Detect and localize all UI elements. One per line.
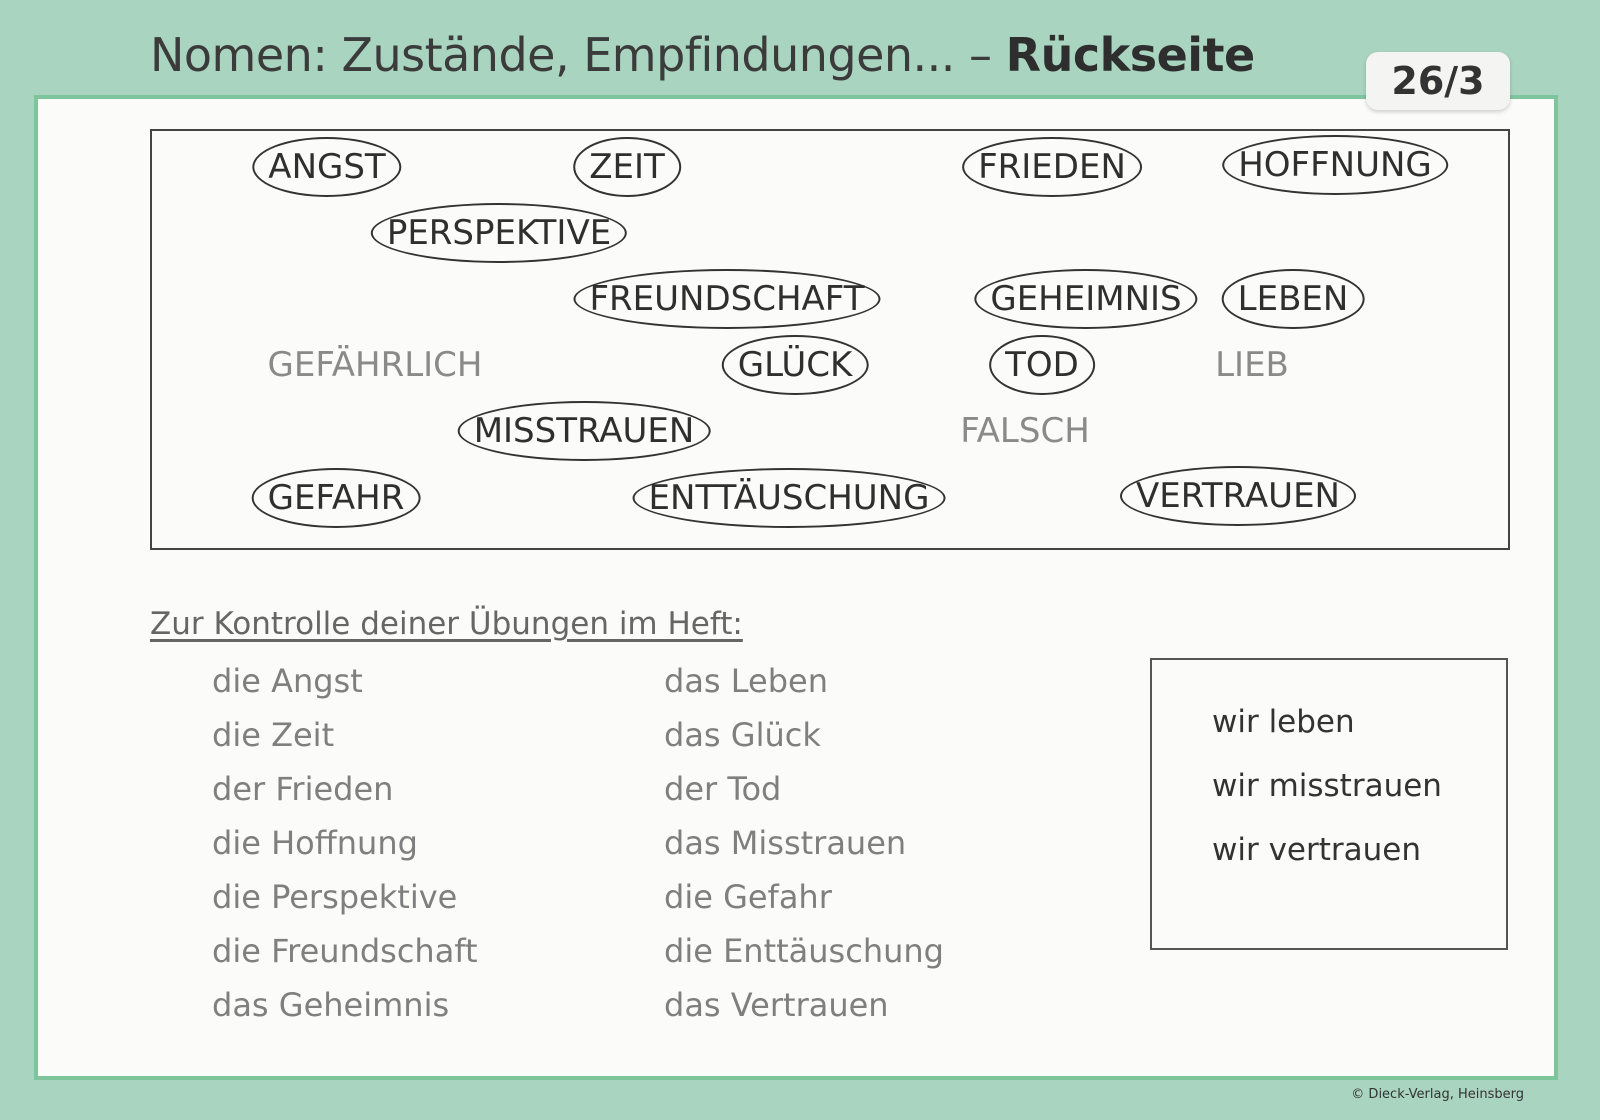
- verb-item: wir misstrauen: [1212, 768, 1442, 804]
- word-geheimnis: GEHEIMNIS: [974, 269, 1197, 329]
- word-zeit: ZEIT: [573, 137, 681, 197]
- title-text: Nomen: Zustände, Empfindungen... –: [150, 28, 992, 82]
- verb-item: wir leben: [1212, 704, 1355, 740]
- word-perspektive: PERSPEKTIVE: [371, 203, 627, 263]
- word-frieden: FRIEDEN: [962, 137, 1142, 197]
- word-enttaeuschung: ENTTÄUSCHUNG: [633, 468, 946, 528]
- word-tod: TOD: [989, 335, 1095, 395]
- word-hoffnung: HOFFNUNG: [1222, 135, 1448, 195]
- title-bold-text: Rückseite: [1005, 28, 1255, 82]
- answer-item: die Hoffnung: [212, 824, 418, 862]
- answer-item: die Angst: [212, 662, 363, 700]
- word-leben: LEBEN: [1222, 269, 1365, 329]
- verb-item: wir vertrauen: [1212, 832, 1421, 868]
- word-box: [150, 129, 1510, 550]
- word-misstrauen: MISSTRAUEN: [458, 401, 711, 461]
- answer-column-left: [212, 654, 478, 1032]
- copyright-notice: © Dieck-Verlag, Heinsberg: [1351, 1087, 1524, 1102]
- word-glueck: GLÜCK: [722, 335, 869, 395]
- word-falsch: FALSCH: [960, 411, 1090, 451]
- answer-item: das Misstrauen: [664, 824, 907, 862]
- answer-item: das Leben: [664, 662, 828, 700]
- word-gefaehrlich: GEFÄHRLICH: [267, 345, 483, 385]
- answer-item: die Gefahr: [664, 878, 832, 916]
- word-gefahr: GEFAHR: [252, 468, 421, 528]
- kontrolle-heading: Zur Kontrolle deiner Übungen im Heft:: [150, 606, 743, 642]
- word-angst: ANGST: [252, 137, 401, 197]
- word-vertrauen: VERTRAUEN: [1120, 466, 1356, 526]
- card-number-badge: 26/3: [1366, 52, 1510, 110]
- answer-item: der Tod: [664, 770, 782, 808]
- verb-box: [1150, 658, 1508, 950]
- page-title: [150, 28, 1255, 82]
- answer-item: die Enttäuschung: [664, 932, 944, 970]
- answer-item: das Glück: [664, 716, 821, 754]
- word-lieb: LIEB: [1215, 345, 1289, 385]
- answer-item: das Vertrauen: [664, 986, 889, 1024]
- answer-item: die Perspektive: [212, 878, 458, 916]
- answer-column-right: [664, 654, 944, 1032]
- answer-item: das Geheimnis: [212, 986, 450, 1024]
- answer-item: der Frieden: [212, 770, 394, 808]
- answer-item: die Freundschaft: [212, 932, 478, 970]
- answer-item: die Zeit: [212, 716, 335, 754]
- word-freundschaft: FREUNDSCHAFT: [573, 269, 880, 329]
